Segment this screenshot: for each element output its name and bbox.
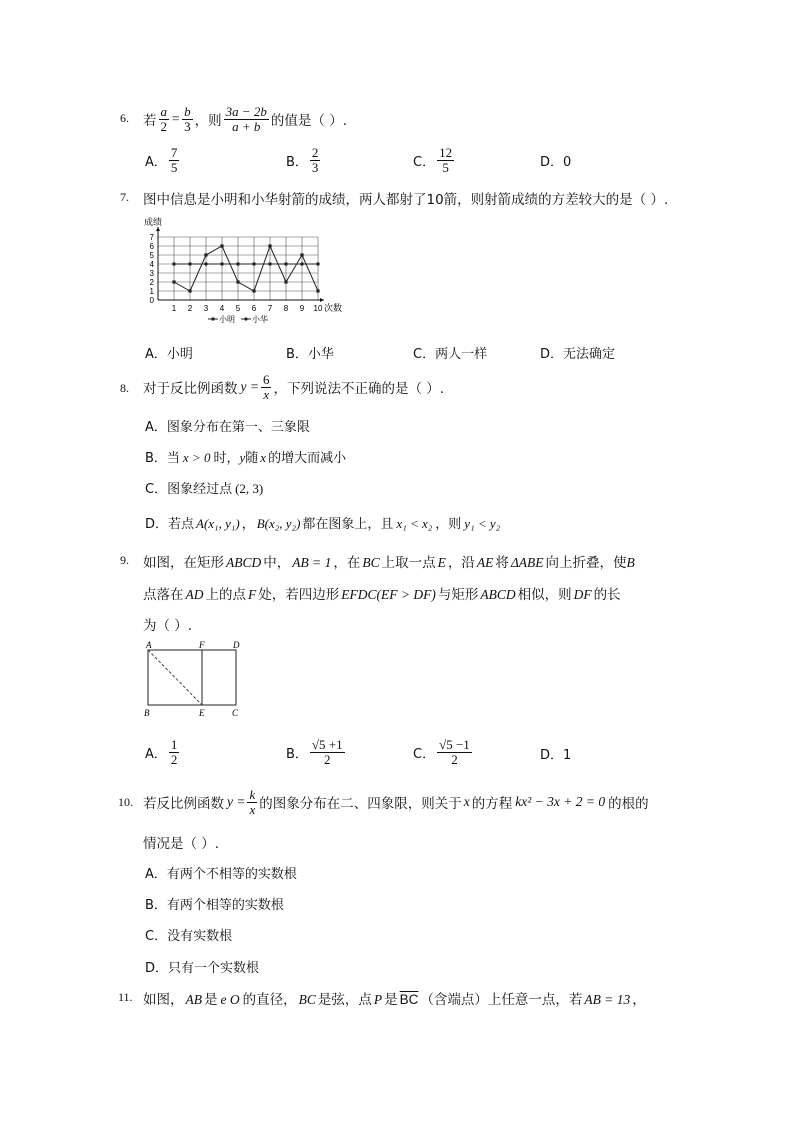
q6-option-c-frac: $\frac{12}{5}$ [439,144,453,175]
q10-option-b: B．有两个相等的实数根 [145,898,284,913]
series-point [188,289,191,292]
point-b-label: B [144,708,150,718]
q9-option-a: A． $\frac{1}{2}$ [145,736,178,767]
q9-rectangle-figure [140,638,250,722]
series-point [316,289,319,292]
y-tick-label: 6 [149,242,154,251]
series-point [268,244,271,247]
q11-stem: 如图， AB 是 e O 的直径， BC 是弦，点 P 是 $\overline{BC}$ （含端点）上任意一点，若 AB = 13 ， [143,992,646,1008]
q9-line2: 点落在 AD 上的点 F 处，若四边形 EFDC(EF > DF) 与矩形 ABCD 相似，则 DF 的长 [143,587,621,603]
q7-number: 7. [120,190,129,204]
q6-pre: 若 [143,113,157,129]
q8-option-d: D．若点 A(x₁, y₁) ， B(x₂, y₂) 都在图象上，且 x₁ < x₂ ，则 y₁ < y₂ [145,516,501,532]
point-f-label: F [199,640,205,650]
q6-eq: = [171,111,181,126]
x-tick-label: 6 [251,304,257,313]
series-point [300,262,303,265]
q10-option-a: A．有两个不相等的实数根 [145,867,297,882]
q8-option-c: C．图象经过点 (2, 3) [145,481,264,497]
series-point [204,262,207,265]
q7-stem: 图中信息是小明和小华射箭的成绩，两人都射了10箭，则射箭成绩的方差较大的是（ ）. [143,192,669,208]
series-point [220,262,223,265]
point-e-label: E [199,708,205,718]
y-tick-label: 2 [149,278,154,287]
x-tick-label: 3 [203,304,209,313]
q6-frac-a2: $\frac{a}{2}$ [160,103,167,134]
q8-number: 8. [120,381,129,395]
q6-option-a-frac: $\frac{7}{5}$ [170,144,178,175]
series-point [188,262,191,265]
q8-frac: $\frac{6}{x}$ [262,371,270,402]
q6-option-b: B． $\frac{2}{3}$ [286,144,319,175]
q6-frac-b3: $\frac{b}{3}$ [184,103,191,134]
q7-line-chart [140,214,343,330]
q9-number: 9. [120,553,129,567]
q11-number: 11. [118,990,133,1004]
series-point [252,289,255,292]
series-point [300,253,303,256]
q6-option-a: A． $\frac{7}{5}$ [145,144,178,175]
point-d-label: D [233,640,240,650]
q7-option-d: D．无法确定 [540,347,616,362]
y-tick-label: 7 [149,233,154,242]
q8-option-a: A．图象分布在第一、三象限 [145,420,310,435]
series-point [236,280,239,283]
q7-option-a: A．小明 [145,347,193,362]
point-a-label: A [146,640,152,650]
series-point [172,262,175,265]
point-c-label: C [232,708,239,718]
legend-label: 小华 [252,315,268,324]
x-tick-label: 4 [219,304,225,313]
y-tick-label: 5 [149,251,154,260]
y-tick-label: 3 [149,269,154,278]
q6-option-c: C． $\frac{12}{5}$ [413,144,453,175]
fold-line-ae [148,650,202,705]
y-tick-label: 0 [149,296,154,305]
q6-stem [143,100,347,138]
legend-marker [244,317,247,320]
series-point [236,262,239,265]
legend-label: 小明 [219,315,235,324]
q6-number: 6. [120,111,129,125]
rect-abcd [148,650,236,705]
q7-option-b: B．小华 [286,347,334,362]
series-point [284,280,287,283]
q10-option-d: D．只有一个实数根 [145,961,260,976]
series-point [252,262,255,265]
series-point [172,280,175,283]
q7-option-c: C．两人一样 [413,347,488,362]
y-tick-label: 4 [149,260,154,269]
series-point [268,262,271,265]
series-line-0 [174,246,318,291]
series-point [204,253,207,256]
series-point [220,244,223,247]
series-point [316,262,319,265]
x-tick-label: 9 [299,304,305,313]
q6-option-b-frac: $\frac{2}{3}$ [311,144,319,175]
q9-option-c: C． $\frac{√5 -1}{2}$ [413,736,470,767]
series-point [284,262,287,265]
x-tick-label: 8 [283,304,289,313]
x-tick-label: 2 [187,304,193,313]
q6-option-d: D．0 [540,155,572,170]
q8-stem: 对于反比例函数 y = $\frac{6}{x}$ ，下列说法不正确的是（ ）. [143,371,445,402]
x-tick-label: 7 [267,304,273,313]
y-axis-label: 成绩 [144,218,163,228]
q6-mid: ，则 [194,113,222,129]
q10-number: 10. [118,795,133,809]
q9-option-b: B． $\frac{√5 +1}{2}$ [286,736,343,767]
y-tick-label: 1 [149,287,154,296]
x-tick-label: 5 [235,304,241,313]
x-tick-label: 10 [313,304,323,313]
x-axis-arrow [320,298,324,302]
q8-option-b: B．当 x > 0 时，y随 x 的增大而减小 [145,450,347,466]
x-tick-label: 1 [171,304,177,313]
q10-option-c: C．没有实数根 [145,929,233,944]
q9-line3: 为（ ）. [143,618,193,634]
q10-stem: 若反比例函数 y = $\frac{k}{x}$ 的图象分布在二、四象限，则关于 x 的方程 kx² − 3x + 2 = 0 的根的 [143,786,649,817]
x-axis-label: 次数 [324,304,343,314]
q6-post: 的值是（ ）. [270,113,347,129]
q10-line2: 情况是（ ）. [143,836,220,852]
q9-option-d: D．1 [540,748,572,763]
legend-marker [212,318,215,321]
q6-frac-expr: $\frac{3a - 2b}{a + b}$ [225,103,267,134]
q9-line1: 如图，在矩形 ABCD 中， AB = 1 ，在 BC 上取一点 E ，沿 AE 将 ΔABE 向上折叠，使B [143,555,635,571]
